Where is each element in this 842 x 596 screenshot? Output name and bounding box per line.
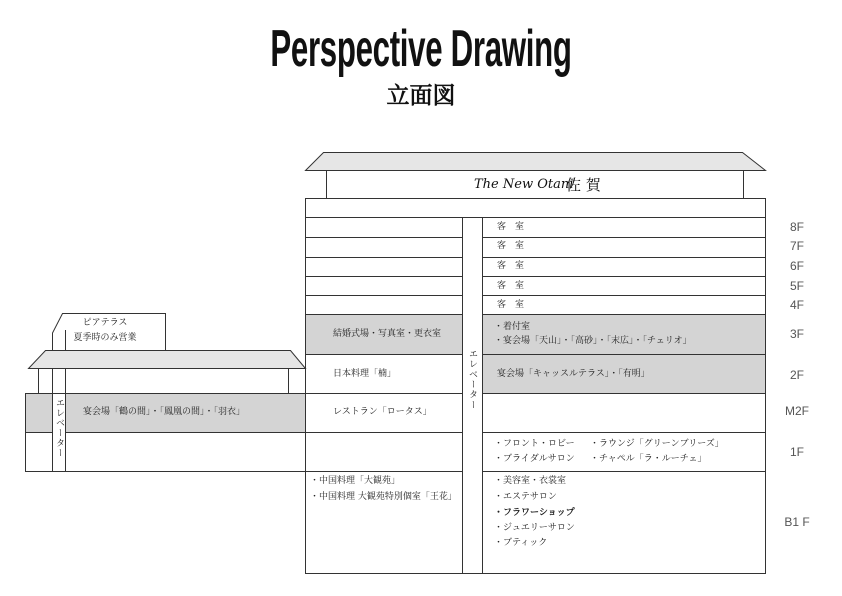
floor-label-4f: 4F <box>789 298 804 312</box>
room-label-b1f-right-4: ・ジュエリーサロン <box>494 523 575 533</box>
main-roof <box>306 153 766 171</box>
hotel-logo: The New Otani <box>474 177 574 192</box>
pier-terrace-name: ピアテラス <box>82 318 128 328</box>
room-label-1f-r1c1: ・フロント・ロビー <box>494 439 575 449</box>
room-label-3f-right-1: ・着付室 <box>494 322 531 332</box>
hotel-logo-city: 佐 賀 <box>566 176 601 194</box>
room-label-b1f-right-3: ・フラワーショップ <box>494 508 575 518</box>
floor-label-3f: 3F <box>789 327 804 341</box>
room-label-b1f-right-5: ・ブティック <box>494 538 548 548</box>
room-label-4f: 客 室 <box>497 300 525 310</box>
room-label-5f: 客 室 <box>497 281 525 291</box>
room-label-b1f-right-2: ・エステサロン <box>494 492 557 502</box>
room-label-2f-right: 宴会場「キャッスルテラス」・「有明」 <box>497 369 650 379</box>
floor-label-m2f: M2F <box>785 404 809 418</box>
room-label-b1f-right-1: ・美容室・衣裳室 <box>494 476 567 486</box>
room-label-6f: 客 室 <box>497 261 525 271</box>
floor-label-8f: 8F <box>789 220 804 234</box>
floor-label-6f: 6F <box>789 259 804 273</box>
annex-roof <box>29 351 306 369</box>
room-label-1f-r1c2: ・ラウンジ「グリーンブリーズ」 <box>590 439 724 449</box>
room-label-b1f-left-2: ・中国料理 大観苑特別個室「王花」 <box>310 492 457 502</box>
room-label-3f-right-2: ・宴会場「天山」・「高砂」・「末広」・「チェリオ」 <box>494 336 692 346</box>
room-label-b1f-left-1: ・中国料理「大観苑」 <box>310 476 401 486</box>
floor-label-b1f: B1 F <box>784 515 810 529</box>
room-label-7f: 客 室 <box>497 241 525 251</box>
page-title: Perspective Drawing <box>270 20 572 78</box>
floor-label-1f: 1F <box>789 445 804 459</box>
room-label-3f-left: 結婚式場・写真室・更衣室 <box>333 329 442 339</box>
annex-m2f-label: 宴会場「鶴の間」・「鳳凰の間」・「羽衣」 <box>83 407 246 417</box>
room-label-8f: 客 室 <box>497 222 525 232</box>
elevator-label: エレベーター <box>467 349 477 411</box>
annex-elevator-label: エレベーター <box>54 398 64 458</box>
room-label-m2f-left: レストラン「ロータス」 <box>333 407 432 417</box>
room-label-1f-r2c1: ・ブライダルサロン <box>494 454 575 464</box>
floor-label-7f: 7F <box>789 239 804 253</box>
floor-label-2f: 2F <box>789 368 804 382</box>
page-subtitle: 立面図 <box>386 83 456 109</box>
floor-label-5f: 5F <box>789 279 804 293</box>
annex-m2f-shaded-left <box>26 394 53 433</box>
room-label-1f-r2c2: ・チャペル「ラ・ルーチェ」 <box>590 454 707 464</box>
room-label-2f-left: 日本料理「楠」 <box>333 369 397 379</box>
pier-terrace-note: 夏季時のみ営業 <box>73 333 137 343</box>
